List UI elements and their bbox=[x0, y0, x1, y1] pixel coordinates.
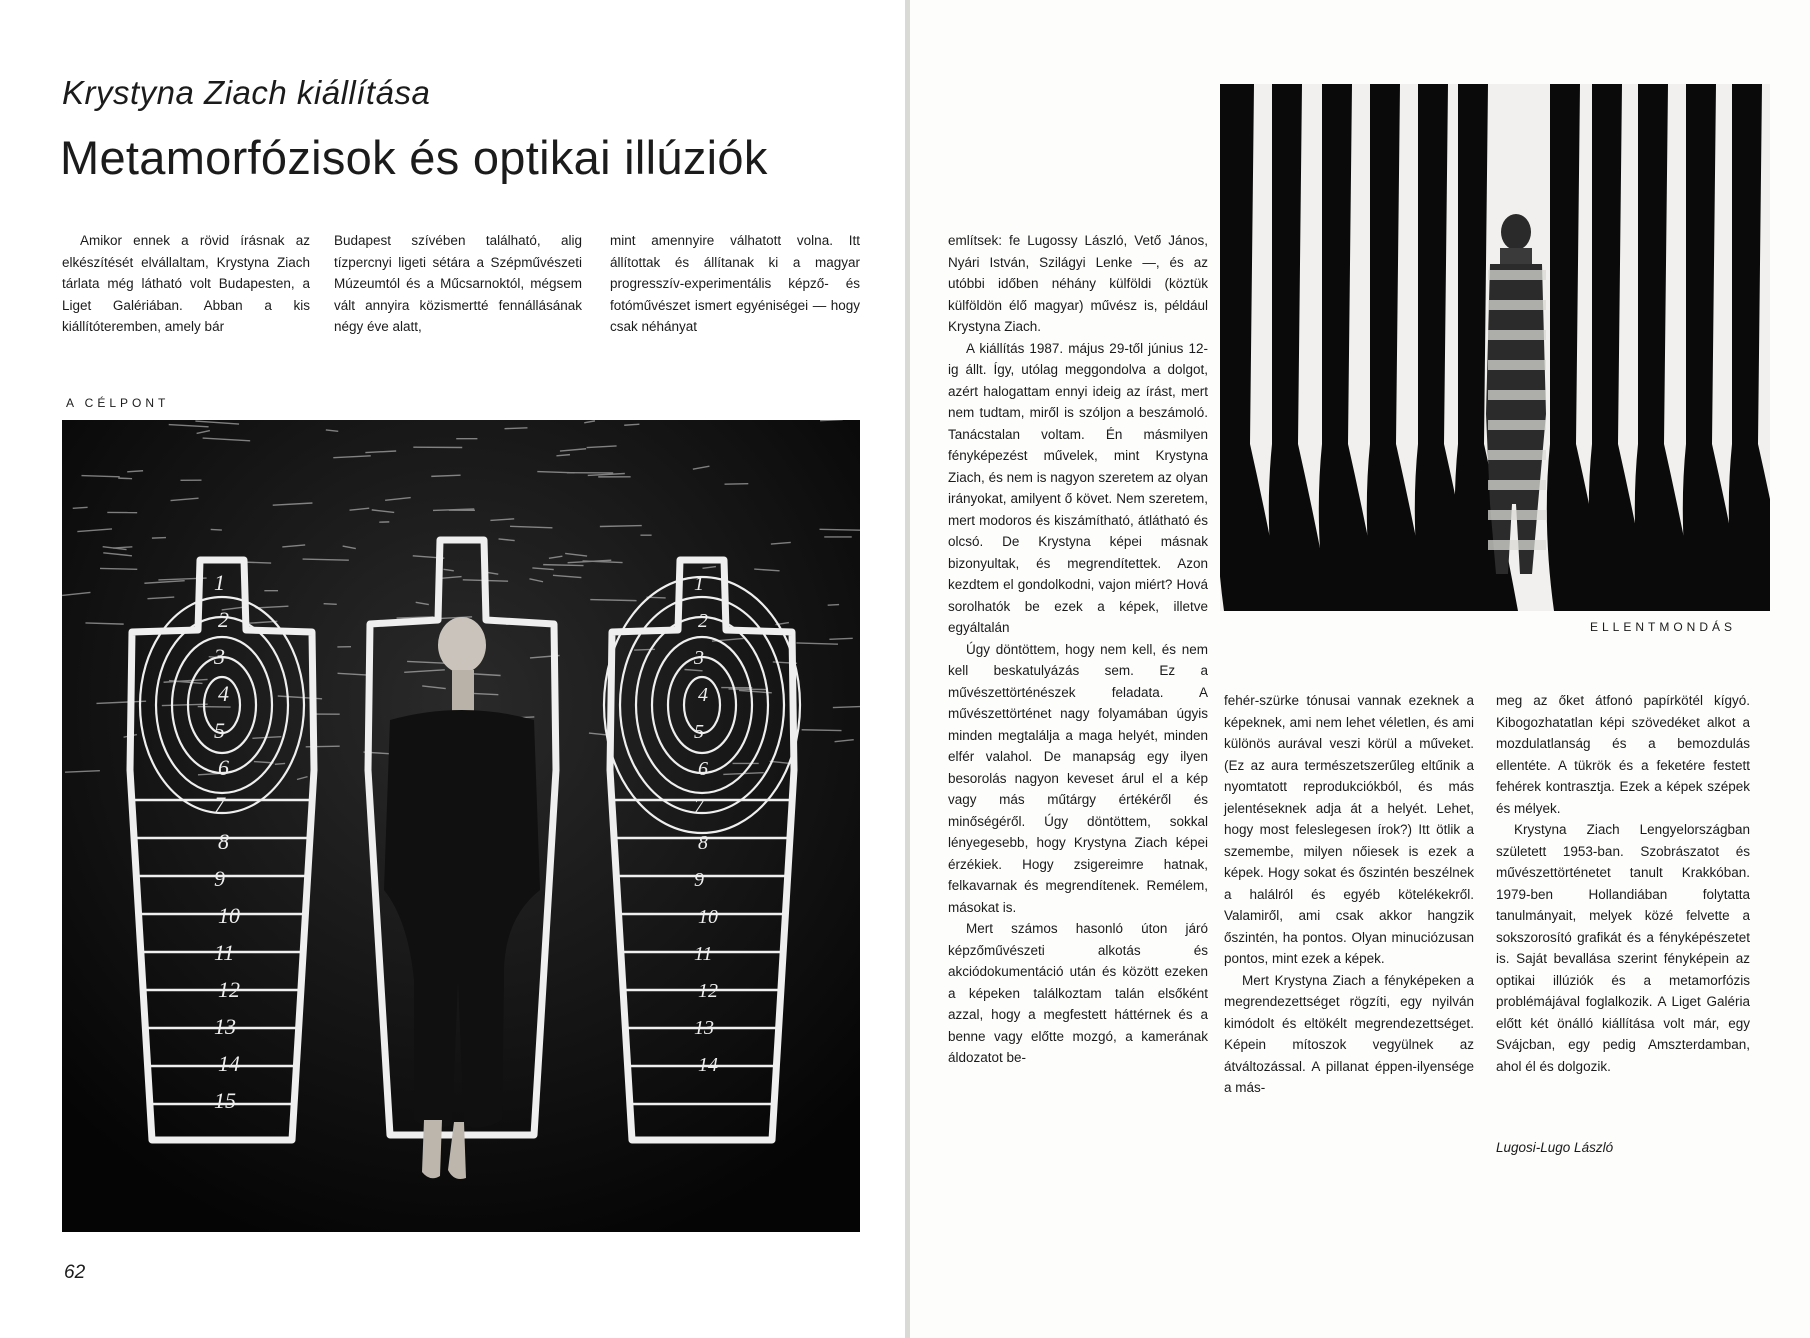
target-silhouette-right-number: 4 bbox=[698, 684, 708, 706]
striped-woman-figure bbox=[1486, 214, 1546, 574]
author-signature: Lugosi-Lugo László bbox=[1496, 1140, 1614, 1155]
target-silhouette-left-number: 1 bbox=[214, 570, 225, 595]
col3-paragraph-1: meg az őket átfonó papírkötél kígyó. Kibogozhatatlan képi szövedéket alkot a mozdulatlanság és a bemozdulás ellentéte. A tükrök és a feketére festett fehérek kontrasztja. Ezek a képek szépek és mélyek. bbox=[1496, 693, 1750, 816]
intro-column-2 bbox=[334, 230, 582, 338]
right-paragraph-3: Úgy döntöttem, hogy nem kell, és nem kell beskatulyázás sem. Ez a művészettörténészek feladata. A művészettörténet nagy folyamában úgyis minden megtalálja a maga helyét, minden elfér valahol. De manapság egy ilyen besorolás nagyon keveset árul el a kép vagy más műtárgy értékéről és minőségéről. Úgy döntöttem, sokkal lényegesebb, hogy Krystyna Ziach képei érzékiek. Hogy zsigereimre hatnak, felkavarnak és megrendítenek. Remélem, másokat is. bbox=[948, 641, 1208, 915]
col2-paragraph-2: Mert Krystyna Ziach a fényképeken a megrendezettséget rögzíti, egy nyilván kimódolt és eltökélt megrendezettséget. Képein mítoszok vegyülnek az átváltozással. A pillanat éppen-ilyensége a más- bbox=[1224, 972, 1474, 1095]
target-silhouette-left-number: 14 bbox=[218, 1051, 240, 1076]
figure-caption-contradiction: ELLENTMONDÁS bbox=[1590, 620, 1737, 634]
target-silhouette-right-number: 10 bbox=[698, 906, 718, 928]
col3-paragraph-2: Krystyna Ziach Lengyelországban született 1953-ban. Szobrászatot és művészettörténetet tanult Krakkóban. 1979-ben Hollandiában folytatta tanulmányait, melyek közé felvette a sokszorosító grafikát és a fényképészetet is. Saját bevallása szerint fényképein az optikai illúziók és a metamorfózis problémájával foglalkozik. A Liget Galéria előtt két önálló kiállítása volt már, egy Svájcban, egy pedig Amszterdamban, ahol él és dolgozik. bbox=[1496, 822, 1750, 1074]
intro-paragraph-1: Amikor ennek a rövid írásnak az elkészítését elvállaltam, Krystyna Ziach tárlata még látható volt Budapesten, a Liget Galériában. Abban a kis kiállítóteremben, amely bár bbox=[62, 233, 310, 334]
right-column-3 bbox=[1496, 690, 1750, 1077]
article-kicker: Krystyna Ziach kiállítása bbox=[62, 74, 431, 111]
target-silhouette-right-number: 8 bbox=[698, 832, 708, 854]
target-silhouette-right-number: 11 bbox=[694, 943, 713, 965]
body-band bbox=[1488, 420, 1546, 430]
right-paragraph-2: A kiállítás 1987. május 29-től június 12-ig állt. Így, utólag meggondolva a dolgot, azért halogattam ennyi ideig az írást, mert nem tudtam, miről is szóljon a beszámoló. Tanácstalan voltam. Én másmilyen fényképezést művelek, mint Krystyna Ziach, és nem is nagyon szeretem az olyan irányokat, amilyent ő követ. Nem szeretem, mert modoros és kiszámítható, átlátható és olcsó. De Krystyna képei másnak bizonyultak, és megrendítettek. Azon kezdtem el gondolkodni, vajon miért? Hová sorolhatók be ezek a képek, illetve egyáltalán bbox=[948, 340, 1208, 635]
article-title: Metamorfózisok és optikai illúziók bbox=[60, 131, 768, 184]
right-paragraph-1: említsek: fe Lugossy László, Vető János, Nyári István, Szilágyi Lenke —, és az utóbbi időben néhány külföldi (köztük külföldön élő magyar) művész is, például Krystyna Ziach. bbox=[948, 233, 1208, 334]
target-silhouette-right-number: 13 bbox=[694, 1017, 714, 1039]
target-silhouette-left-number: 2 bbox=[218, 607, 229, 632]
target-silhouette-right-number: 2 bbox=[698, 610, 708, 632]
target-silhouette-right-number: 14 bbox=[698, 1054, 718, 1076]
right-column-2 bbox=[1224, 690, 1474, 1099]
col2-paragraph-1: fehér-szürke tónusai vannak ezeknek a képeknek, ami nem lehet véletlen, és ami különös aurával veszi körül a műveket. (Ez az aura természetszerűleg eltűnik a nyomtatott reprodukciókból, és más jelentéseknek adja át a helyét. Lehet, hogy most feleslegesen írok?) Itt ötlik a szemembe, milyen nőiesek is ezek a képek. Hogy sokat és őszintén beszélnek a halálról és egyéb kötelékekről. Valamiről, ami csak akkor hangzik őszintén, ha pontos. Olyan minuciózusan pontos, mint ezek a képek. bbox=[1224, 693, 1474, 966]
intro-column-1 bbox=[62, 230, 310, 338]
photo-target bbox=[62, 420, 860, 1232]
body-band bbox=[1488, 300, 1546, 310]
body-band bbox=[1488, 390, 1546, 400]
target-silhouette-right-number: 1 bbox=[694, 573, 704, 595]
target-silhouette-left-number: 12 bbox=[218, 977, 240, 1002]
intro-paragraph-3: mint amennyire válhatott volna. Itt állítottak és állítanak ki a magyar progresszív-experimentális képző- és fotóművészet ismert egyéniségei — hogy csak néhányat bbox=[610, 233, 860, 334]
intro-paragraph-2: Budapest szívében található, alig tízpercnyi ligeti sétára a Szépművészeti Múzeumtól és a Műcsarnoktól, mégsem vált annyira közismertté fennállásának négy éve alatt, bbox=[334, 233, 582, 334]
body-band bbox=[1488, 510, 1546, 520]
photo-stripes bbox=[1220, 84, 1770, 611]
target-silhouette-right-number: 3 bbox=[694, 647, 704, 669]
page-number: 62 bbox=[64, 1262, 86, 1283]
target-silhouette-left-number: 15 bbox=[214, 1088, 236, 1113]
right-page bbox=[910, 0, 1810, 1338]
target-silhouette-left-number: 5 bbox=[214, 718, 225, 743]
body-band bbox=[1488, 450, 1546, 460]
target-silhouette-left-number: 13 bbox=[214, 1014, 236, 1039]
target-silhouette-left-number: 7 bbox=[214, 792, 225, 817]
right-column-1 bbox=[948, 230, 1208, 1069]
body-band bbox=[1488, 540, 1546, 550]
target-silhouette-right-number: 5 bbox=[694, 721, 704, 743]
body-band bbox=[1488, 360, 1546, 370]
target-silhouette-left-number: 6 bbox=[218, 755, 229, 780]
body-band bbox=[1488, 330, 1546, 340]
body-band bbox=[1488, 480, 1546, 490]
target-silhouette-left-number: 10 bbox=[218, 903, 240, 928]
intro-column-3 bbox=[610, 230, 860, 338]
target-silhouette-right-number: 6 bbox=[698, 758, 708, 780]
body-band bbox=[1488, 270, 1546, 280]
target-silhouette-left-number: 9 bbox=[214, 866, 225, 891]
target-silhouette-left-number: 8 bbox=[218, 829, 229, 854]
target-silhouette-left-number: 4 bbox=[218, 681, 229, 706]
target-silhouette-right-number: 7 bbox=[694, 795, 704, 817]
right-paragraph-4: Mert számos hasonló úton járó képzőművészeti alkotás és akciódokumentáció után és között ezeken a képeken találkoztam talán elsőként azzal, hogy a megfestett háttérnek és a benne vagy előtte mozgó, a kamerának áldozatot be- bbox=[948, 921, 1208, 1065]
target-silhouette-right-number: 12 bbox=[698, 980, 718, 1002]
figure-caption-target: A CÉLPONT bbox=[66, 396, 170, 410]
target-silhouette-right-number: 9 bbox=[694, 869, 704, 891]
target-silhouette-left-number: 3 bbox=[214, 644, 225, 669]
target-silhouette-left-number: 11 bbox=[214, 940, 235, 965]
